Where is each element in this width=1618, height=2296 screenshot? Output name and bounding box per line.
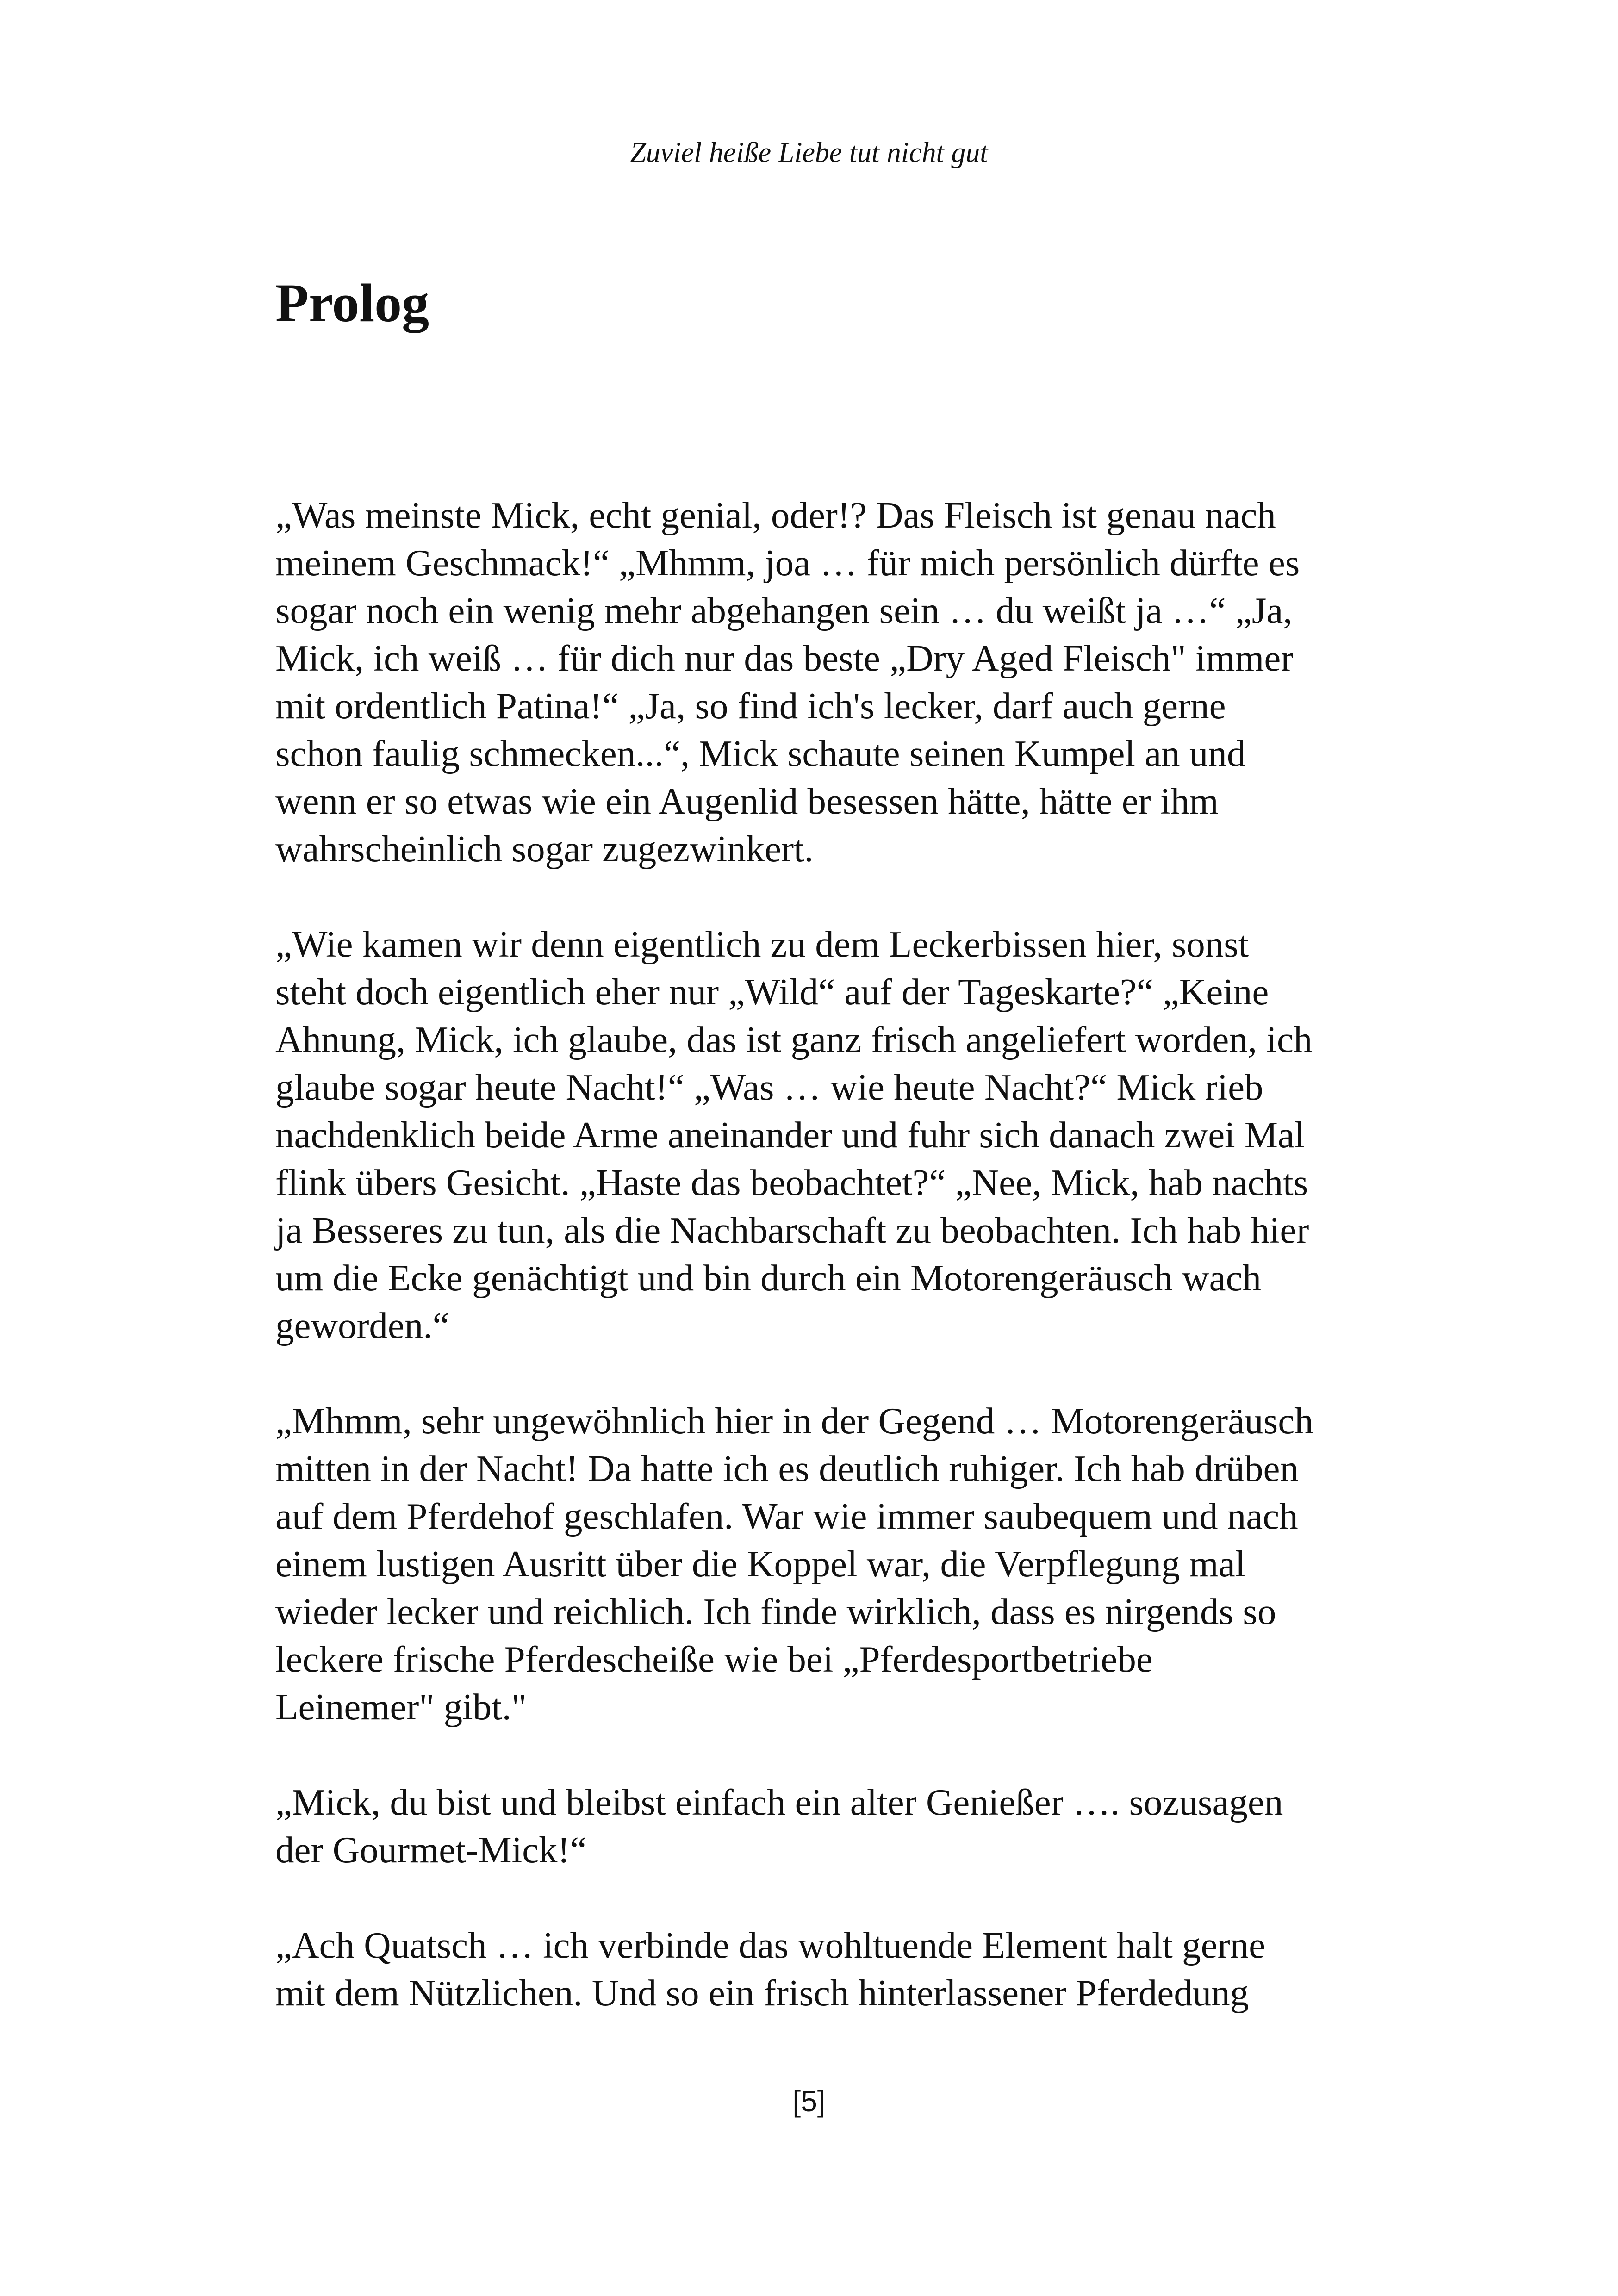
- body-text: [275, 492, 1354, 2065]
- text-line: leckere frische Pferdescheiße wie bei „Pferdesportbetriebe: [275, 1638, 1153, 1680]
- text-line: glaube sogar heute Nacht!“ „Was … wie heute Nacht?“ Mick rieb: [275, 1066, 1263, 1108]
- paragraph-5: [275, 1922, 1354, 2017]
- text-line: geworden.“: [275, 1305, 449, 1346]
- text-line: ja Besseres zu tun, als die Nachbarschaft zu beobachten. Ich hab hier: [275, 1209, 1309, 1251]
- text-line: mit dem Nützlichen. Und so ein frisch hinterlassener Pferdedung: [275, 1972, 1249, 2014]
- text-line: Leinemer" gibt.": [275, 1686, 527, 1728]
- text-line: um die Ecke genächtigt und bin durch ein Motorengeräusch wach: [275, 1257, 1262, 1299]
- text-line: mitten in der Nacht! Da hatte ich es deutlich ruhiger. Ich hab drüben: [275, 1448, 1299, 1489]
- text-line: meinem Geschmack!“ „Mhmm, joa … für mich persönlich dürfte es: [275, 542, 1300, 584]
- text-line: wenn er so etwas wie ein Augenlid besessen hätte, hätte er ihm: [275, 780, 1219, 822]
- text-line: „Mhmm, sehr ungewöhnlich hier in der Gegend … Motorengeräusch: [275, 1400, 1313, 1442]
- text-line: sogar noch ein wenig mehr abgehangen sein … du weißt ja …“ „Ja,: [275, 590, 1293, 631]
- paragraph-4: [275, 1779, 1354, 1874]
- text-line: mit ordentlich Patina!“ „Ja, so find ich's lecker, darf auch gerne: [275, 685, 1226, 727]
- text-line: flink übers Gesicht. „Haste das beobachtet?“ „Nee, Mick, hab nachts: [275, 1162, 1308, 1203]
- text-line: wahrscheinlich sogar zugezwinkert.: [275, 828, 814, 870]
- text-line: Ahnung, Mick, ich glaube, das ist ganz frisch angeliefert worden, ich: [275, 1019, 1313, 1060]
- text-line: einem lustigen Ausritt über die Koppel war, die Verpflegung mal: [275, 1543, 1246, 1585]
- paragraph-3: [275, 1397, 1354, 1731]
- text-line: steht doch eigentlich eher nur „Wild“ auf der Tageskarte?“ „Keine: [275, 971, 1269, 1013]
- text-line: Mick, ich weiß … für dich nur das beste „Dry Aged Fleisch" immer: [275, 637, 1294, 679]
- paragraph-2: [275, 921, 1354, 1350]
- text-line: der Gourmet-Mick!“: [275, 1829, 587, 1871]
- text-line: nachdenklich beide Arme aneinander und fuhr sich danach zwei Mal: [275, 1114, 1305, 1156]
- text-line: „Wie kamen wir denn eigentlich zu dem Leckerbissen hier, sonst: [275, 923, 1249, 965]
- page-number: [5]: [792, 2084, 826, 2118]
- text-line: wieder lecker und reichlich. Ich finde wirklich, dass es nirgends so: [275, 1591, 1276, 1632]
- running-header: Zuviel heiße Liebe tut nicht gut: [630, 137, 988, 168]
- text-line: „Was meinste Mick, echt genial, oder!? Das Fleisch ist genau nach: [275, 494, 1276, 536]
- text-line: auf dem Pferdehof geschlafen. War wie immer saubequem und nach: [275, 1495, 1298, 1537]
- text-line: „Mick, du bist und bleibst einfach ein alter Genießer …. sozusagen: [275, 1781, 1283, 1823]
- text-line: „Ach Quatsch … ich verbinde das wohltuende Element halt gerne: [275, 1924, 1266, 1966]
- chapter-title: Prolog: [275, 273, 429, 333]
- text-line: schon faulig schmecken...“, Mick schaute seinen Kumpel an und: [275, 733, 1246, 774]
- paragraph-1: [275, 492, 1354, 873]
